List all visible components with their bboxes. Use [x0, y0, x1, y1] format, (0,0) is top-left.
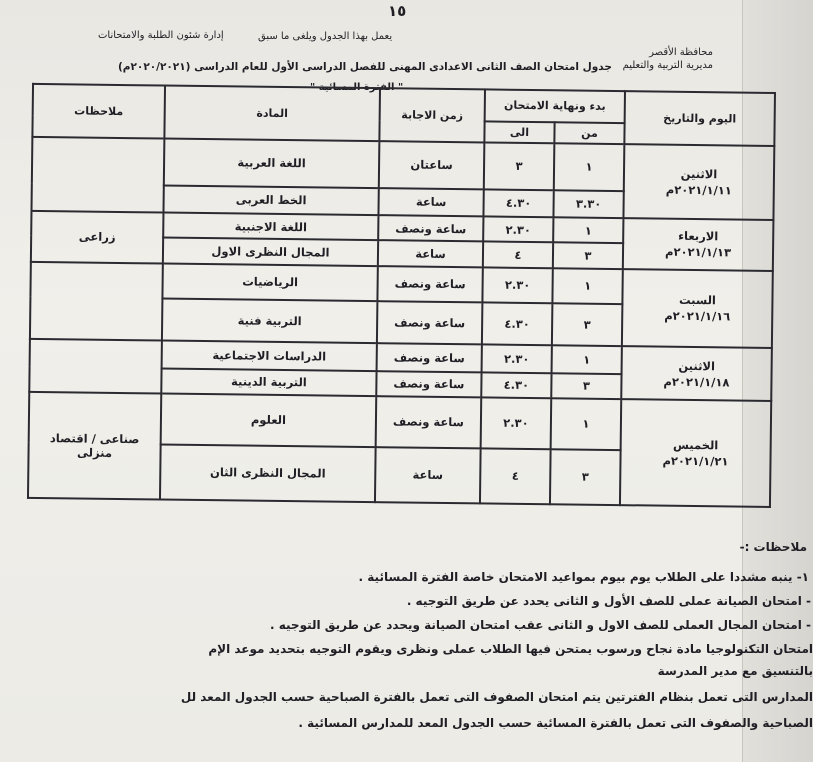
- day-name: الاثنين: [678, 358, 716, 373]
- start-time: ١: [551, 398, 622, 450]
- day-date-cell: [623, 144, 774, 220]
- note-item: بالتنسيق مع مدير المدرسة: [657, 664, 813, 678]
- start-time: ١: [554, 143, 625, 190]
- end-time: ٤.٣٠: [481, 372, 551, 398]
- subject-cell: التربية فنية: [162, 298, 378, 343]
- day-date-cell: [620, 399, 771, 507]
- table-row: [32, 137, 775, 193]
- header-duration: زمن الاجابة: [379, 88, 485, 142]
- note-item: المدارس التى تعمل بنظام الفترتين يتم امتحان الصفوف التى تعمل بالفترة الصباحية حسب الجدول المعد لل: [180, 690, 813, 704]
- notes-title: ملاحظات :-: [739, 540, 807, 554]
- end-time: ٣: [484, 142, 555, 189]
- day-date: ٢٠٢١/١/٢١م: [662, 453, 729, 469]
- remarks-cell: زراعى: [31, 211, 164, 263]
- day-date: ٢٠٢١/١/١٨م: [663, 374, 730, 390]
- remarks-cell: صناعى / اقتصاد منزلى: [28, 392, 161, 500]
- remarks-cell: [30, 262, 163, 341]
- start-time: ١: [553, 217, 623, 243]
- end-time: ٤: [480, 448, 551, 504]
- start-time: ١: [552, 345, 622, 373]
- subject-cell: الخط العربى: [163, 185, 378, 215]
- day-date: ٢٠٢١/١/١٣م: [664, 245, 732, 260]
- duration-cell: ساعة ونصف: [376, 371, 481, 398]
- note-item: - امتحان المجال العملى للصف الاول و الثانى عقب امتحان الصيانة ويحدد عن طريق التوجيه .: [270, 618, 811, 632]
- subject-cell: المجال النظرى الاول: [163, 238, 378, 266]
- end-time: ٢.٣٠: [481, 397, 552, 449]
- end-time: ٢.٣٠: [482, 267, 552, 303]
- note-item: الصباحية والصفوف التى تعمل بالفترة المسائية حسب الجدول المعد للمدارس المسائية .: [298, 716, 813, 730]
- day-date-cell: [622, 269, 773, 348]
- subject-cell: الدراسات الاجتماعية: [162, 341, 377, 371]
- subject-cell: التربية الدينية: [161, 368, 376, 396]
- schedule-subtitle: " الفترة المسائية ": [310, 82, 404, 93]
- start-time: ٣.٣٠: [553, 190, 623, 218]
- page-number: ١٥: [388, 2, 407, 20]
- end-time: ٤.٣٠: [483, 189, 553, 217]
- start-time: ٣: [553, 243, 623, 269]
- end-time: ٢.٣٠: [483, 216, 553, 242]
- subject-cell: اللغة الاجنبية: [163, 213, 378, 241]
- department-label: إدارة شئون الطلبة والامتحانات: [98, 30, 224, 41]
- day-date: ٢٠٢١/١/١١م: [665, 182, 732, 198]
- schedule-title: جدول امتحان الصف الثانى الاعدادى المهنى للفصل الدراسى الأول للعام الدراسى (٢٠٢٠/٢٠٢١م): [118, 61, 612, 73]
- end-time: ٤: [483, 242, 553, 268]
- remarks-cell: [31, 137, 164, 213]
- subject-cell: الرياضيات: [162, 263, 377, 301]
- day-name: الخميس: [673, 437, 719, 453]
- day-name: الاربعاء: [678, 229, 719, 244]
- day-date: ٢٠٢١/١/١٦م: [664, 309, 731, 324]
- day-name: الاثنين: [680, 166, 718, 182]
- note-item: امتحان التكنولوجيا مادة نجاح ورسوب يمتحن فيها الطلاب عملى ونظرى ويقوم التوجيه بتحديد موعد الإم: [208, 642, 813, 656]
- start-time: ٣: [551, 373, 621, 399]
- note-item: ١- ينبه مشددا على الطلاب يوم بيوم بمواعيد الامتحان خاصة الفترة المسائية .: [358, 570, 809, 584]
- duration-cell: ساعة ونصف: [377, 266, 482, 302]
- start-time: ٣: [550, 449, 621, 505]
- header-start-end: بدء ونهاية الامتحان: [485, 89, 625, 122]
- duration-cell: ساعة: [378, 188, 483, 217]
- end-time: ٢.٣٠: [482, 345, 552, 373]
- duration-cell: ساعتان: [379, 141, 485, 189]
- duration-cell: ساعة: [378, 241, 483, 268]
- exam-schedule-table: [27, 83, 776, 508]
- subject-cell: المجال النظرى الثان: [160, 444, 376, 502]
- note-item: - امتحان الصيانة عملى للصف الأول و الثانى يحدد عن طريق التوجيه .: [406, 594, 811, 608]
- end-time: ٤.٣٠: [482, 302, 553, 345]
- duration-cell: ساعة: [375, 447, 481, 503]
- duration-cell: ساعة ونصف: [377, 343, 482, 372]
- start-time: ٣: [552, 303, 623, 346]
- subject-cell: العلوم: [161, 394, 377, 447]
- day-date-cell: [621, 346, 772, 401]
- remarks-cell: [29, 339, 162, 394]
- notice-text: يعمل بهذا الجدول ويلغى ما سبق: [258, 31, 393, 42]
- header-subject: المادة: [164, 86, 380, 142]
- day-date-cell: [623, 218, 774, 271]
- duration-cell: ساعة ونصف: [377, 301, 483, 345]
- governorate-label: محافظة الأقصر: [649, 47, 713, 58]
- header-remarks: ملاحظات: [32, 84, 165, 139]
- header-day-date: اليوم والتاريخ: [624, 91, 775, 146]
- duration-cell: ساعة ونصف: [376, 396, 482, 448]
- header-from: من: [554, 122, 624, 144]
- day-name: السبت: [678, 293, 716, 308]
- duration-cell: ساعة ونصف: [378, 215, 483, 242]
- table-row: [29, 392, 772, 452]
- directorate-label: مديرية التربية والتعليم: [622, 60, 713, 71]
- start-time: ١: [552, 268, 622, 304]
- subject-cell: اللغة العربية: [164, 138, 380, 187]
- header-to: الى: [484, 121, 554, 143]
